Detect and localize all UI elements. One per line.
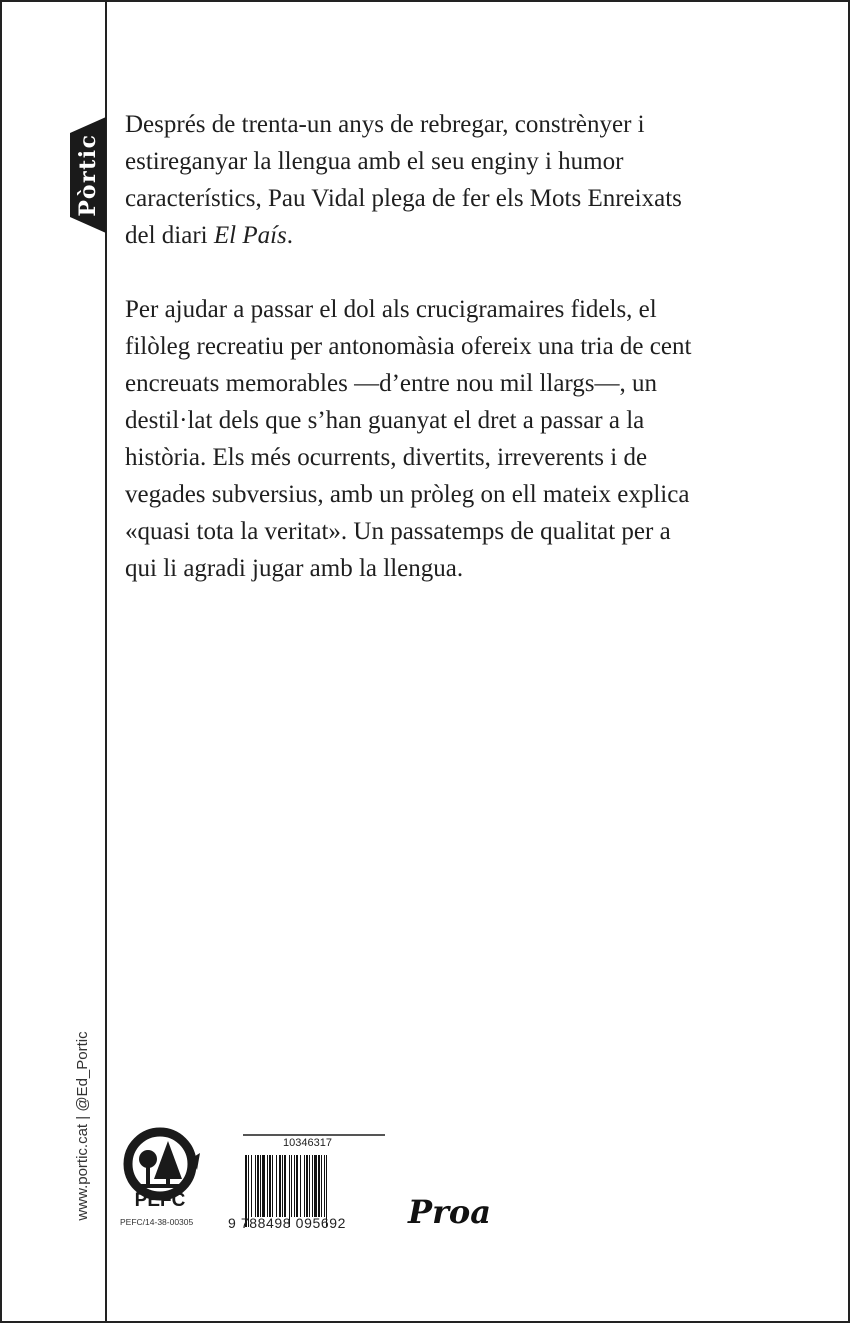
barcode-bar — [272, 1155, 273, 1217]
barcode-bar — [321, 1155, 322, 1217]
barcode-bar — [257, 1155, 259, 1217]
barcode-bar — [304, 1155, 305, 1217]
barcode-bar — [294, 1155, 295, 1217]
barcode-bar — [255, 1155, 256, 1217]
barcode-bar — [318, 1155, 320, 1217]
barcode-bar — [312, 1155, 313, 1217]
barcode-bar — [269, 1155, 271, 1217]
barcode-bar — [324, 1155, 325, 1217]
barcode-bar — [279, 1155, 281, 1217]
barcode-top-rule — [243, 1134, 385, 1136]
internal-code: 10346317 — [283, 1137, 332, 1149]
barcode-bar — [284, 1155, 286, 1217]
newspaper-title: El País — [213, 222, 287, 249]
barcode-bar — [251, 1155, 252, 1217]
barcode-bar — [260, 1155, 261, 1217]
barcode-bar — [291, 1155, 292, 1217]
pefc-label: PEFC — [134, 1190, 186, 1211]
collection-tab-label: Pòrtic — [75, 133, 101, 217]
blurb-paragraph-2: Per ajudar a passar el dol als crucigramaires fidels, el filòleg recreatiu per antonomàsia ofereix una tria de cent encreuats memorables —d’entre nou mil llargs—, un destil·lat dels que s’han guanyat el dret a passar a la història. Els més ocurrents, divertits, irreverents i de vegades subversius, amb un pròleg on ell mateix explica «quasi tota la veritat». Un passatemps de qualitat per a qui li agradi jugar amb la llengua. — [125, 296, 692, 582]
publisher-logo: Proa — [408, 1193, 491, 1231]
back-cover-blurb — [125, 106, 705, 587]
blurb-text: Després de trenta-un anys de rebregar, constrènyer i estireganyar la llengua amb el seu enginy i humor característics, Pau Vidal plega de fer els Mots Enreixats del diari — [125, 111, 682, 249]
barcode-bar — [282, 1155, 283, 1217]
barcode-bar — [314, 1155, 317, 1217]
barcode-bar — [267, 1155, 268, 1217]
blurb-text-end: . — [286, 222, 294, 249]
blurb-paragraph-1 — [125, 106, 705, 254]
barcode-bar — [276, 1155, 277, 1217]
isbn-number: 9 788498 095692 — [228, 1215, 346, 1231]
barcode-bar — [300, 1155, 301, 1217]
pefc-code: PEFC/14-38-00305 — [120, 1217, 194, 1227]
barcode-bar — [309, 1155, 310, 1217]
barcode-bar — [262, 1155, 265, 1217]
barcode-bar — [296, 1155, 298, 1217]
publisher-web-social: www.portic.cat | @Ed_Portic — [74, 1031, 91, 1221]
barcode-bar — [306, 1155, 308, 1217]
